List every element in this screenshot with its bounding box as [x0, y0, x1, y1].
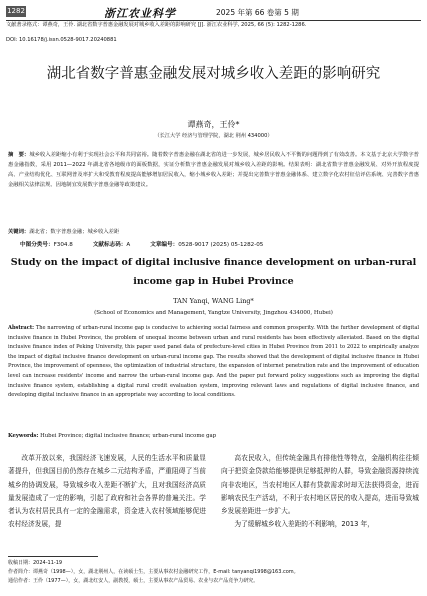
citation: 文献著录格式：谭燕奇，王伶. 湖北省数字普惠金融发展对城乡收入差距的影响研究 [J]. 浙江农业科学, 2025, 66 (5): 1282-1286.	[6, 22, 307, 28]
doc-code-label: 文献标志码：	[92, 242, 127, 248]
keywords-en	[8, 432, 419, 441]
footnote-author2: 通信作者：王伶（1977—），女，湖北红安人，副教授，硕士，主要从事农产品贸易、农业与农产品竞争力研究。	[8, 578, 259, 584]
body-right-column	[221, 452, 419, 532]
keywords-cn-label: 关键词：	[8, 229, 30, 235]
keywords-en-text: Hubei Province; digital inclusive finance; urban-rural income gap	[38, 433, 217, 439]
affiliation-en: (School of Economics and Management, Yangtze University, Jingzhou 434000, Hubei)	[94, 310, 333, 316]
doi: DOI: 10.16178/j.issn.0528-9017.20240881	[6, 37, 117, 43]
abstract-en-label: Abstract:	[8, 325, 35, 331]
body-left-column: 改革开放以来，我国经济飞速发展，人民的生活水平和质量显著提升，但我国目前仍然存在城乡二元结构矛盾，严重阻碍了当前城乡的协调发展，导致城乡收入差距不断扩大，且对我国经济高质量发展造成了一定的影响，引起了政府和社会各界的普遍关注。学者认为农村居民具有一定的金融需求，资金进入农村领域能够促进农村经济发展，提	[8, 454, 206, 529]
keywords-en-label: Keywords:	[8, 433, 39, 439]
classification-row	[20, 240, 420, 248]
affiliation-cn: （长江大学 经济与管理学院，湖北 荆州 434000）	[154, 133, 273, 139]
footnote-author1: 作者简介：谭燕奇（1998—），女，湖北荆州人，在读硕士生，主要从事农村金融研究工作，E-mail: tanyanqi1998@163.com。	[8, 569, 299, 575]
title-en: Study on the impact of digital inclusive finance development on urban-rural income gap in Hubei Province	[10, 257, 417, 287]
header-divider	[6, 20, 421, 21]
footnote-received: 收稿日期：2024-11-19	[8, 560, 63, 566]
issue-info: 2025 年第 66 卷第 5 期	[216, 8, 299, 17]
keywords-cn-text: 湖北省；数字普惠金融；城乡收入差距	[29, 229, 120, 235]
abstract-cn-label: 摘 要：	[8, 152, 30, 158]
article-number-value: 0528-9017 (2025) 05-1282-05	[178, 242, 264, 248]
body-right-para-1: 高农民收入，但传统金融具有排他性等特点，金融机构往往倾向于把资金贷款给能够提供足够抵押的人群，导致金融资源持续流向非农地区，当农村地区人群有贷款需求时却无法获得资金，进而影响农民生产活动，不利于农村地区居民的收入提高，进而导致城乡发展差距进一步扩大。	[221, 454, 419, 516]
abstract-cn	[8, 150, 419, 190]
title-cn: 湖北省数字普惠金融发展对城乡收入差距的影响研究	[46, 66, 381, 82]
body-right-para-2: 为了缓解城乡收入差距的不利影响，2013 年，	[234, 520, 374, 529]
abstract-en	[8, 324, 419, 401]
page-number: 1282	[7, 7, 25, 15]
abstract-en-text: The narrowing of urban-rural income gap is conducive to achieving social fairness and common prosperity. With the further development of digital inclusive finance in Hubei Province, the problem of unequal income between urban and rural residents has been effectively alleviated. Based on the digital inclusive finance index of Peking University, this paper used panel data of prefecture-level cities in Hubei Province from 2011 to 2022 to empirically analyze the impact of digital inclusive finance development on urban-rural income gap. The results showed that the development of digital inclusive finance in Hubei Province, the improvement of openness, the optimization of industrial structure, the expansion of internet penetration rate and the improvement of education level can increase residents' income and narrow the urban-rural income gap. And the paper put forward policy suggestions such as improving the digital inclusive finance system, establishing a digital rural credit evaluation system, improving relevant laws and regulations of digital inclusive finance, and developing digital inclusive finance in an appropriate way according to local conditions.	[8, 325, 419, 399]
authors-cn: 谭燕奇，王伶*	[187, 120, 240, 129]
abstract-cn-text: 城乡收入差距缩小有利于实现社会公平和共同富裕。随着数字普惠金融在湖北省的进一步发展，城乡居民收入不平衡的问题得到了有效改善。本文基于北京大学数字普惠金融指数，采用 2011—2022 年湖北省各地级市的面板数据，实证分析数字普惠金融发展对城乡收入差距的影响。结果表明：湖北省数字普惠金融发展、对外开放程度提高、产业结构优化、互联网普及率扩大和受教育程度提高能够增加居民收入，缩小城乡收入差距；并提出完善数字普惠金融体系、建立数字化农村征信评估系统、完善数字普惠金融相关法律法规、因地制宜发展数字普惠金融等政策建议。	[8, 152, 419, 188]
clc	[20, 240, 73, 248]
doc-code	[93, 240, 130, 248]
clc-value: F304.8	[53, 242, 73, 248]
footnote-divider	[8, 556, 98, 557]
keywords-cn	[8, 227, 419, 237]
article-number-label: 文章编号：	[150, 242, 179, 248]
doc-code-value: A	[126, 242, 131, 248]
journal-name: 浙江农业科学	[104, 7, 176, 20]
authors-en: TAN Yanqi, WANG Ling*	[173, 297, 254, 305]
clc-label: 中图分类号：	[20, 242, 54, 248]
article-number	[150, 240, 263, 248]
